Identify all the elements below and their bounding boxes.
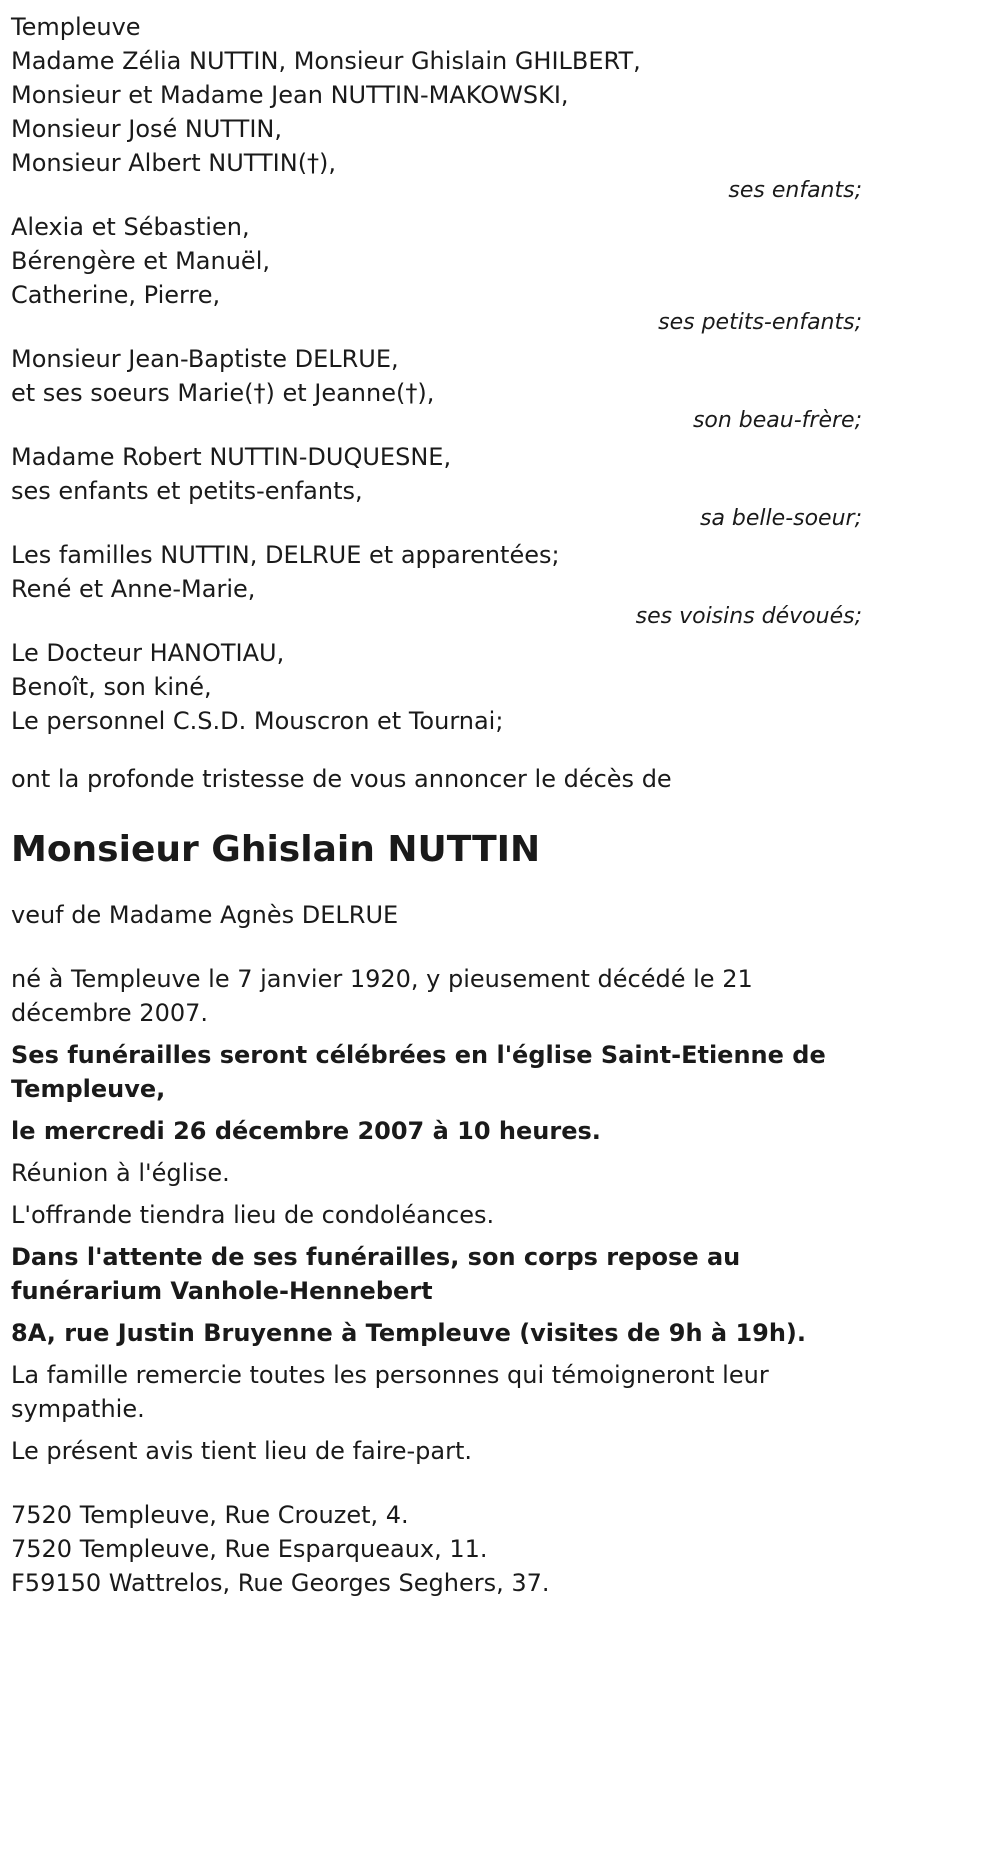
- family-line: Monsieur et Madame Jean NUTTIN-MAKOWSKI,: [11, 81, 569, 109]
- family-group-children: [11, 44, 862, 206]
- spacer: [11, 742, 862, 762]
- address-list: [11, 1498, 862, 1600]
- spacer: [11, 796, 862, 826]
- family-line: Monsieur Albert NUTTIN(†),: [11, 149, 337, 177]
- family-line: René et Anne-Marie,: [11, 575, 256, 603]
- family-line: Madame Zélia NUTTIN, Monsieur Ghislain GHILBERT,: [11, 47, 641, 75]
- family-group-caregivers: [11, 636, 862, 738]
- family-role: ses petits-enfants;: [658, 310, 862, 335]
- family-group-brother-in-law: [11, 342, 862, 436]
- family-group-neighbours: [11, 538, 862, 632]
- funeral-date-text: le mercredi 26 décembre 2007 à 10 heures.: [11, 1117, 601, 1145]
- family-line: Alexia et Sébastien,: [11, 213, 250, 241]
- funeral-location-text: Ses funérailles seront célébrées en l'église Saint-Etienne de Templeuve,: [11, 1041, 826, 1103]
- announcement-text: ont la profonde tristesse de vous annoncer le décès de: [11, 765, 672, 793]
- family-line: Le Docteur HANOTIAU,: [11, 639, 285, 667]
- birth-death-text: né à Templeuve le 7 janvier 1920, y pieusement décédé le 21 décembre 2007.: [11, 965, 753, 1027]
- spacer: [11, 1476, 862, 1498]
- family-role: son beau-frère;: [692, 408, 862, 433]
- address-line: 7520 Templeuve, Rue Esparqueaux, 11.: [11, 1535, 488, 1563]
- family-role: ses enfants;: [728, 178, 862, 203]
- family-role: sa belle-soeur;: [700, 506, 862, 531]
- family-line: Catherine, Pierre,: [11, 281, 221, 309]
- spacer: [11, 932, 862, 962]
- funerarium-text: Dans l'attente de ses funérailles, son corps repose au funérarium Vanhole-Hennebert: [11, 1243, 741, 1305]
- family-line: Les familles NUTTIN, DELRUE et apparentées;: [11, 541, 560, 569]
- spacer: [11, 874, 862, 898]
- deceased-name: Monsieur Ghislain NUTTIN: [11, 829, 541, 870]
- widower-of-text: veuf de Madame Agnès DELRUE: [11, 901, 399, 929]
- family-group-sister-in-law: [11, 440, 862, 534]
- thanks-text: La famille remercie toutes les personnes qui témoigneront leur sympathie.: [11, 1361, 769, 1423]
- family-line: Madame Robert NUTTIN-DUQUESNE,: [11, 443, 452, 471]
- funerarium-address-text: 8A, rue Justin Bruyenne à Templeuve (visites de 9h à 19h).: [11, 1319, 807, 1347]
- family-group-grandchildren: [11, 210, 862, 338]
- family-line: ses enfants et petits-enfants,: [11, 477, 363, 505]
- address-line: F59150 Wattrelos, Rue Georges Seghers, 37.: [11, 1569, 550, 1597]
- family-line: Monsieur José NUTTIN,: [11, 115, 282, 143]
- family-line: Monsieur Jean-Baptiste DELRUE,: [11, 345, 399, 373]
- address-line: 7520 Templeuve, Rue Crouzet, 4.: [11, 1501, 409, 1529]
- family-line: Benoît, son kiné,: [11, 673, 212, 701]
- notice-note-text: Le présent avis tient lieu de faire-part.: [11, 1437, 473, 1465]
- family-line: et ses soeurs Marie(†) et Jeanne(†),: [11, 379, 435, 407]
- family-line: Le personnel C.S.D. Mouscron et Tournai;: [11, 707, 504, 735]
- family-line: Bérengère et Manuël,: [11, 247, 270, 275]
- place-name: Templeuve: [11, 13, 141, 41]
- meeting-text: Réunion à l'église.: [11, 1159, 230, 1187]
- offering-text: L'offrande tiendra lieu de condoléances.: [11, 1201, 495, 1229]
- family-role: ses voisins dévoués;: [635, 604, 862, 629]
